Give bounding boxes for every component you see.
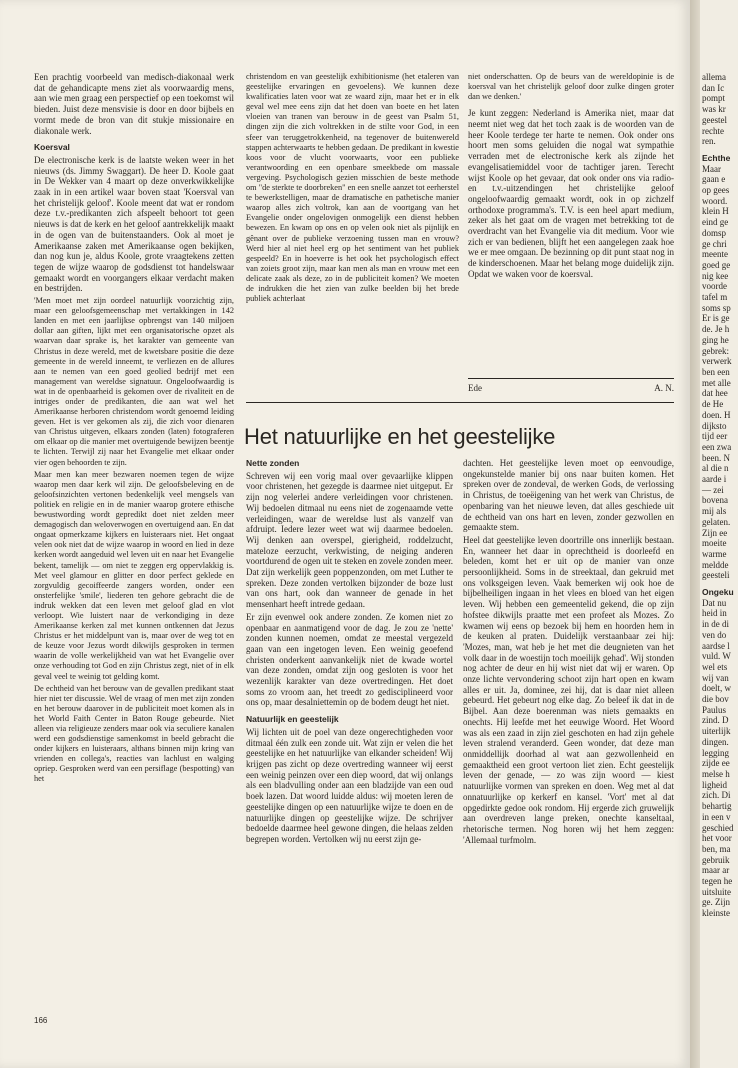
quote-paragraph: christendom en van geestelijk exhibitionisme (het etaleren van geestelijke ervaringen en gevoelens). We kunnen deze kwalificaties laten voor wat ze waard zijn, maar het er in elk geval wel mee eens zijn dat het doen van boete en het laten vloeien van tranen van berouw in de geest van Psalm 51, dingen zijn die zich voltrekken in de stilte voor God, in een sfeer van teruggetrokkenheid, na tegenover de buitenwereld stappen achterwaarts te hebben gedaan. De predikant in kwestie koos voor de vlucht voorwaarts, voor een publieke verantwoording en een openbare smeekbede om massale vergeving. Psychologisch gezien misschien de beste methode om "de sterkte te doorbreken" en een snelle aanzet tot eerherstel te bewerkstelligen, maar de dramatische en pathetische manier waarop alles zich voltrok, kan aan de voortgang van het Evangelie onder ongelovigen onmogelijk een dienst hebben bewezen. En kwam op ons en op velen ook niet als pijnlijk en gênant over de publieke verzoening tussen man en vrouw? Werd hier al niet heel erg op het sentiment van het publiek gespeeld? En in hoeverre is het ook het psychologisch effect van zoiets groot zijn, maar kan men als man en vrouw met een delicate zaak als deze, zo in de publiciteit komen? We moeten de indrukken die het zien van zulke beelden bij het brede publiek achterlaat bbox=[246, 72, 459, 304]
right-page-line: legging bbox=[702, 747, 729, 758]
right-page-line: rechte bbox=[702, 125, 724, 136]
quote-paragraph: De echtheid van het berouw van de gevallen predikant staat hier niet ter discussie. Wel de vraag of men met zijn zonden en het berouw daarover in de publiciteit moet komen als in het World Faith Center in Baton Rouge gebeurde. Niet alleen via religieuze zenders maar ook via seculiere kanalen werd een godsdienstige samenkomst in beeld gebracht die onder kijkers en luisteraars, althans binnen mijn kring van vrienden en collega's, reacties van lachlust en walging opriep. Gesproken werd van een persiflage (bespotting) van het bbox=[34, 683, 234, 784]
right-page-line: aardse l bbox=[702, 640, 730, 651]
right-page-line: meente bbox=[702, 249, 728, 260]
right-page-line: in een v bbox=[702, 811, 731, 822]
section-heading-nette-zonden: Nette zonden bbox=[246, 458, 300, 468]
right-page-line: maar ar bbox=[702, 865, 730, 876]
signature-initials: A. N. bbox=[654, 383, 674, 393]
right-page-lines bbox=[700, 72, 738, 147]
section-divider bbox=[246, 402, 674, 403]
right-page-line: uitsluite bbox=[702, 886, 731, 897]
right-page-line: doen. H bbox=[702, 409, 731, 420]
right-page-line: heid in bbox=[702, 608, 727, 619]
article-headline: Het natuurlijke en het geestelijke bbox=[244, 424, 556, 449]
book-gutter bbox=[690, 0, 700, 1068]
right-page-line: ben een bbox=[702, 366, 730, 377]
right-page-line: de. Je h bbox=[702, 324, 730, 335]
paragraph: dachten. Het geestelijke leven moet op eenvoudige, ongekunstelde manier bij ons naar buiten komen. Het spreken over de zondeval, de werken Gods, de verlossing in Christus, de toeëigening van het werk van Christus, de openbaring van het nieuwe leven, dat alles geschiede uit de echtheid van ons hart en leven, zonder gezwollen en gemaakte stem. bbox=[463, 458, 674, 533]
quote-paragraph: Maar men kan meer bezwaren noemen tegen de wijze waarop men daar kerk wil zijn. De geloofsbeleving en de geloofsinzichten vertonen bedenkelijk veel mengsels van politiek en religie en in de manier waarop grotere ethische bewustwording wordt gepredikt doet niet zelden meer demagogisch dan weloverwogen en overtuigend aan. En dat ongaat opmerkzame kijkers en luisteraars niet. Het ongaat velen ook niet dat de wijze waarop in woord en lied in deze kerken wordt aangeduid wel leven uit en naar het Evangelie bekent, tamelijk — om niet te zeggen erg oppervlakkig is. Met veel glamour en glitter en door perfect geklede en zorgvuldig gecoiffeerde zangers worden, onder een onsterfelijke 'smile', liederen ten gehore gebracht die de indruk wekken dat een leven met geloof glad en vlot verloopt. Wie luistert naar de verkondiging in deze Amerikaanse kerken zal met kunnen ontkennen dat Jezus Christus er het middelpunt van is, maar over de weg tot en de keuze voor Jezus wordt dikwijls gesproken in termen waarin de volle werkelijkheid van wat het Evangelie over onze verhouding tot God en zijn Christus zegt, niet of in elk geval veel te weinig tot gelding komt. bbox=[34, 469, 234, 681]
right-page-line: melse h bbox=[702, 769, 730, 779]
right-page-line: Zijn ee bbox=[702, 527, 728, 538]
right-page-line: Maar bbox=[702, 163, 721, 174]
paragraph: Schreven wij een vorig maal over gevaarlijke klippen voor christenen, het gezegde is daarmee niet uitgeput. Er zijn nog velerlei andere verleidingen voor christenen. Wij bedoelen ditmaal nu eens niet de zogenaamde vette verleidingen, waar de wereldse lust als vanzelf van afdruipt. Iedere lezer weet wat wij daarmee bedoelen. Wij denken aan overspel, gierigheid, roddelzucht, mateloze eerzucht, verkwisting, de neiging anderen voortdurend de ogen uit te steken en zovele zonden meer. Dat zijn werkelijk geen poppenzonden, om met Luther te spreken. Deze zonden vertolken bijzonder de boze lust van ons hart, ook dan wanneer de genade in het mensenhart heeft intrede gedaan. bbox=[246, 470, 453, 610]
right-page-line: kleinste bbox=[702, 908, 730, 919]
right-page-line: voorde bbox=[702, 281, 727, 292]
right-page-line: wij van bbox=[702, 672, 729, 683]
right-page-line: uiterlijk bbox=[702, 726, 731, 737]
right-page-line: op gees bbox=[702, 185, 730, 196]
right-page-line: moeite bbox=[702, 538, 727, 549]
right-page-lines bbox=[700, 598, 738, 919]
right-page-line: gaan e bbox=[702, 174, 726, 185]
signature-place: Ede bbox=[468, 383, 482, 393]
right-page-line: geesteli bbox=[702, 570, 730, 581]
right-page-line: ren. bbox=[702, 136, 716, 147]
right-page-line: tafel m bbox=[702, 292, 728, 303]
right-page-line: woord. bbox=[702, 195, 728, 206]
right-page-heading: Echthe bbox=[702, 152, 731, 163]
right-page-line: ge. Zijn bbox=[702, 897, 730, 908]
column-4 bbox=[246, 458, 453, 1013]
right-page-line: nig kee bbox=[702, 270, 729, 281]
page-number: 166 bbox=[34, 1016, 48, 1025]
paragraph: De electronische kerk is de laatste weken weer in het nieuws (ds. Jimmy Swaggart). De heer D. Koole gaat in De Wekker van 4 maart op deze onverkwikkelijke zaak in in een artikel waar boven staat 'Koersval van het christelijk geloof'. Koole meent dat wat er rondom deze t.v.-predikanten zich afspeelt behoort tot geen nieuws is dat de kerk en het geloof aantrekkelijk maakt in de ogen van de buitenstaanders. Ook al moet je Amerikaanse zaken met Amerikaanse ogen bekijken, dan nog kun je, aldus Koole, grote vraagtekens zetten tegen de wijze waarop de godsdienst tot handelswaar gemaakt wordt en voorgangers elkaar verdacht maken en bestrijden. bbox=[34, 154, 234, 294]
column-5 bbox=[463, 458, 674, 1013]
right-page-line: die bov bbox=[702, 694, 729, 705]
right-page-line: wel ets bbox=[702, 661, 728, 672]
right-page-line: zich. Di bbox=[702, 790, 731, 801]
right-page-line: — zei bbox=[702, 484, 724, 495]
paragraph: Wij lichten uit de poel van deze ongerechtigheden voor ditmaal één zulk een zonde uit. Wat zijn er velen die het geestelijke en het natuurlijke van elkander scheiden! Wij krijgen pas zicht op deze overtreding wanneer wij eerst een weinig peinzen over een diep woord, dat wij onlangs als een bladvulling onder aan een bladzijde van een oud boek lazen. Dat woord luidde aldus: wij moeten leren de geestelijke dingen op een natuurlijke wijze te doen en de natuurlijke dingen op geestelijke wijze. De schrijver bedoelde daarmee heel gewone dingen, die helaas zelden begrepen worden. Vertolken wij nu eerst zijn ge- bbox=[246, 726, 453, 844]
right-page-line: gebruik bbox=[702, 854, 730, 865]
right-page-line: eind ge bbox=[702, 217, 729, 228]
right-page-line: Paulus bbox=[702, 704, 727, 715]
right-page-line: tijd eer bbox=[702, 431, 728, 442]
right-page-line: was kr bbox=[702, 104, 726, 115]
right-page-line: met alle bbox=[702, 377, 731, 388]
section-heading-koersval: Koersval bbox=[34, 142, 70, 153]
right-page-lines bbox=[700, 164, 738, 581]
right-page-line: de He bbox=[702, 399, 724, 410]
right-page-line: been. N bbox=[702, 452, 730, 463]
right-page-line: zijde ee bbox=[702, 758, 730, 769]
right-page-heading: Ongeku bbox=[702, 587, 734, 598]
right-page-line: gebrek: bbox=[702, 345, 729, 356]
right-page-line: ligheid bbox=[702, 779, 727, 790]
right-page-line: ben, ma bbox=[702, 843, 731, 854]
column-3 bbox=[468, 72, 674, 402]
right-page-line: zind. D bbox=[702, 715, 729, 726]
right-page-line: dan Ic bbox=[702, 82, 725, 93]
right-page-line: mij als bbox=[702, 506, 727, 517]
paragraph: Er zijn evenwel ook andere zonden. Ze komen niet zo openbaar en aanmatigend voor de dag. Je zou ze 'nette' zonden kunnen noemen, omdat ze meestal vergezeld gaan van een ingetogen leven. Een weinig geoefend christen onderkent aanvankelijk niet de kwade wortel van deze zonden, omdat zijn oog gesloten is voor het wezenlijk karakter van deze overtredingen. Het doet soms zo vroom aan, het treedt zo gedisciplineerd voor ons op, maar desalniettemin op de bodem deugt het niet. bbox=[246, 611, 453, 708]
right-page-line: meldde bbox=[702, 559, 729, 570]
right-page-line: behartig bbox=[702, 801, 732, 812]
right-page-line: ven do bbox=[702, 629, 727, 640]
right-page-line: goed ge bbox=[702, 259, 731, 270]
right-page-line: aarde i bbox=[702, 474, 727, 485]
column-1 bbox=[34, 72, 234, 1002]
right-page-line: Dat nu bbox=[702, 597, 727, 608]
right-page-line: dijksto bbox=[702, 420, 727, 431]
right-page-line: ge chri bbox=[702, 238, 727, 249]
right-page-line: domsp bbox=[702, 227, 727, 238]
right-page-line: klein H bbox=[702, 206, 729, 217]
right-page-line: Er is ge bbox=[702, 313, 730, 324]
right-page-line: dingen. bbox=[702, 736, 729, 747]
right-page-line: dat hee bbox=[702, 388, 728, 399]
right-page-line: geestel bbox=[702, 114, 727, 125]
right-page-line: het voor bbox=[702, 833, 732, 844]
right-page-line: allema bbox=[702, 72, 726, 82]
right-page-line: gelaten. bbox=[702, 516, 731, 527]
right-page-line: geschied bbox=[702, 822, 734, 833]
right-page-line: soms sp bbox=[702, 302, 731, 313]
right-page-line: tegen he bbox=[702, 876, 733, 887]
right-page-line: pompt bbox=[702, 93, 726, 104]
quote-paragraph: 'Men moet met zijn oordeel natuurlijk voorzichtig zijn, maar een geloofsgemeenschap met vertakkingen in 142 landen en met een jaarlijkse opbrengst van 140 miljoen dollar aan giften, lijkt met een organisatorische opzet als waarvan daar sprake is, het karakter van gemeente van Christus in deze wereld, met de kwetsbare positie die deze gemeente in de wereld inneemt, te verliezen en de allures aan te nemen van een goed geolied bedrijf met een management van wereldse signatuur. Ongeloofwaardig is wat in de openbaarheid is gekomen over de rivaliteit en de intriges onder de predikanten, die aan wat wel het Amerikaanse herboren christendom wordt genoemd leiding geven. Het is ver gekomen als zij, die zich voor dienaren van Christus uitgeven, elkaars zonden (laten) fotograferen om elkaar op die manier met overtuigende bewijzen beentje te lichten. Terwijl zij naar het Evangelie met elkaar onder vier ogen behoorden te zijn. bbox=[34, 296, 234, 467]
right-page-line: warme bbox=[702, 548, 727, 559]
right-page-line: vuld. W bbox=[702, 651, 731, 662]
paragraph: Heel dat geestelijke leven doortrille ons innerlijk bestaan. En, wanneer het daar in oprechtheid is doorleefd en beleden, komt het er uit op de manier van onze persoonlijkheid. Soms in de streektaal, dan gekruid met ons volksgeigen leven. Vaak bemerken wij ook hoe de bijbelheiligen ingaan in het vlees en bloed van het eigen leven. Wij hebben een gemeentelid gekend, die op zijn hofstee dikwijls praatte met een profeet als Mozes. Zo kwamen wij eens op bezoek bij hem en hoorden hem in de keuken al praten. Duidelijk verstaanbaar zei hij: 'Mozes, man, wat heb je het met die deugnieten van het volk daar in de woestijn toch moeilijk gehad'. Wij stonden nog achter de deur en hij wist niet dat wij er waren. Op onze lichte vervondering schoot zijn hart open en kwam alles er uit. Ja, dominee, zei hij, dat is daar niet alleen gebeurd. Het gebeurt nog elke dag. Zo beleef ik dat in de Bijbel. Aan deze boerenman was niets gemaakts en onechts. Hij leefde met het eeuwige Woord. Het Woord was als een zaad in zijn ziel geschoten en had zijn gehele leven stralend veranderd. Geen wonder, dat deze man onmiddellijk doorhad al wat aan gezwollenheid en gemaaktheid een groot vertoon liet zien. Echt geestelijk leven der genade, — zo was zijn woord — kiest natuurlijke vormen van spreken en doen. Weg met al dat onnatuurlijke op kerkerf en kansel. 'Vort' met al dat opgedirkte gedoe ook rondom. Hij ergerde zich gruwelijk aan overdreven lange preken, onechte kanseltaal, rhetorische termen. Nog horen wij het hem zeggen: 'Allemaal turfmolm. bbox=[463, 534, 674, 845]
right-page-line: bovena bbox=[702, 495, 728, 506]
column-2 bbox=[246, 72, 459, 392]
right-page-fragment bbox=[700, 0, 738, 1068]
right-page-line: een zwa bbox=[702, 441, 732, 452]
quote-paragraph: niet onderschatten. Op de beurs van de wereldopinie is de koersval van het christelijk geloof door zulke dingen groter dan we denken.' bbox=[468, 72, 674, 102]
right-page-line: in de di bbox=[702, 619, 729, 630]
paragraph: Je kunt zeggen: Nederland is Amerika niet, maar dat neemt niet weg dat het toch zaak is de woorden van de heer Koole terdege ter harte te nemen. Ook onder ons hoort men soms geluiden die nogal wat sympathie verraden met de electronische kerk als zijnde het evangelisatiemiddel voor de tachtiger jaren. Terecht wijst Koole op het gevaar, dat ook onder ons via radio- en t.v.-uitzendingen het christelijke geloof ongeloofwaardig gemaakt wordt, ook in op zichzelf orthodoxe programma's. T.V. is een heel apart medium, zeker als het gaat om de vragen met betrekking tot de overdracht van het Evangelie via dit medium. Voor wie zich er van bedienen, blijft het een aangelegen zaak hoe we er mee omgaan. De bezinning op dit punt staat nog in de kinderschoenen. Maar het belang moge duidelijk zijn. Opdat we waken voor de koersval. bbox=[468, 108, 674, 279]
article-signature bbox=[468, 378, 674, 393]
intro-paragraph: Een prachtig voorbeeld van medisch-diakonaal werk dat de gehandicapte mens ziet als voorwaardig mens, aan wie men graag een perspectief op een toekomst wil bieden. Juist deze mensvisie is door en door bijbels en vormt mede de bron van dit stukje missionaire en diakonale werk. bbox=[34, 72, 234, 136]
right-page-line: al die n bbox=[702, 463, 729, 474]
right-page-line: doelt, w bbox=[702, 683, 731, 694]
right-page-line: ging he bbox=[702, 334, 729, 345]
section-heading-natuurlijk-en-geestelijk: Natuurlijk en geestelijk bbox=[246, 714, 339, 725]
right-page-line: verwerk bbox=[702, 356, 732, 367]
